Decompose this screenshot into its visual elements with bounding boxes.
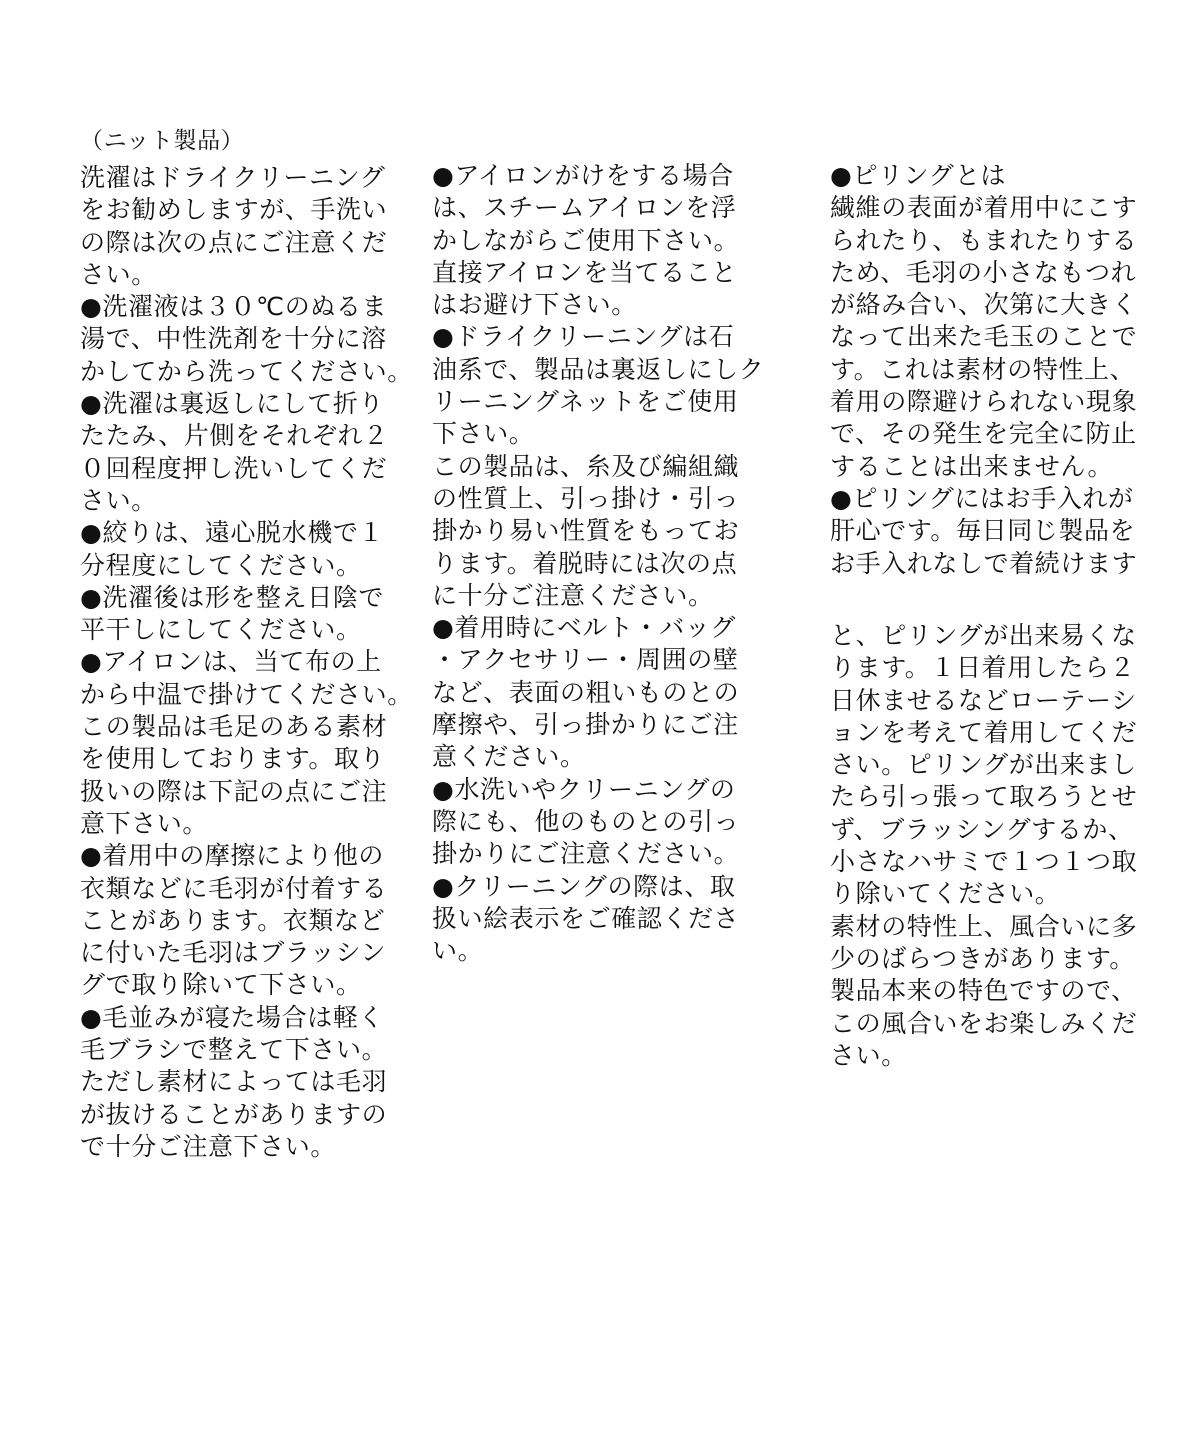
text-line: 製品本来の特色ですので、 xyxy=(830,976,1137,1006)
text-line: で十分ご注意下さい。 xyxy=(80,1131,337,1161)
text-line: 直接アイロンを当てること xyxy=(432,257,737,287)
text-line: 着用の際避けられない現象 xyxy=(830,387,1138,417)
text-line: 扱い絵表示をご確認くださ xyxy=(432,903,740,933)
text-line: ●ピリングにはお手入れが xyxy=(830,483,1134,513)
text-line: ●水洗いやクリーニングの xyxy=(432,774,736,804)
care-column-right-bottom xyxy=(830,620,1170,1072)
text-line: この製品は毛足のある素材 xyxy=(80,712,388,742)
text-line: ため、毛羽の小さなもつれ xyxy=(830,257,1137,287)
text-line: ０回程度押し洗いしてくだ xyxy=(80,453,388,483)
text-line: が抜けることがありますの xyxy=(80,1099,388,1129)
text-line: たら引っ張って取ろうとせ xyxy=(830,782,1138,812)
text-line: が絡み合い、次第に大きく xyxy=(830,290,1138,320)
care-column-right-top xyxy=(830,160,1170,580)
text-line: ●洗濯は裏返しにして折り xyxy=(80,389,385,419)
text-line: ●ドライクリーニングは石 xyxy=(432,322,735,352)
text-line: ります。着脱時には次の点 xyxy=(432,548,738,578)
text-line: 日休ませるなどローテーシ xyxy=(830,685,1137,715)
text-line: 摩擦や、引っ掛かりにご注 xyxy=(432,710,739,740)
text-line: 毛ブラシで整えて下さい。 xyxy=(80,1035,388,1065)
care-column-left xyxy=(80,162,420,1163)
text-line: に十分ご注意ください。 xyxy=(432,580,714,610)
text-line: 掛かりにご注意ください。 xyxy=(432,839,740,869)
text-line: することは出来ません。 xyxy=(830,451,1114,481)
text-line: ことがあります。衣類など xyxy=(80,905,386,935)
text-line: に付いた毛羽はブラッシン xyxy=(80,938,387,968)
text-line: 少のばらつきがあります。 xyxy=(830,943,1135,973)
text-line: す。これは素材の特性上、 xyxy=(830,354,1136,384)
text-line: 肝心です。毎日同じ製品を xyxy=(830,516,1136,546)
text-line: 繊維の表面が着用中にこす xyxy=(830,193,1138,223)
text-line: 平干しにしてください。 xyxy=(80,615,362,645)
text-line: 意ください。 xyxy=(432,742,586,772)
text-line: 意下さい。 xyxy=(80,808,209,838)
text-line: 湯で、中性洗剤を十分に溶 xyxy=(80,324,387,354)
text-line: たたみ、片側をそれぞれ２ xyxy=(80,421,389,451)
text-line: さい。 xyxy=(830,1040,907,1070)
text-line: さい。 xyxy=(80,259,157,289)
text-line: ●洗濯液は３０℃のぬるま xyxy=(80,292,388,322)
text-line: 掛かり易い性質をもってお xyxy=(432,516,740,546)
text-line: られたり、もまれたりする xyxy=(830,225,1138,255)
text-line: り除いてください。 xyxy=(830,879,1061,909)
text-line: ず、ブラッシングするか、 xyxy=(830,814,1134,844)
text-line: グで取り除いて下さい。 xyxy=(80,970,362,1000)
text-line: 素材の特性上、風合いに多 xyxy=(830,911,1138,941)
text-line: 下さい。 xyxy=(432,419,535,449)
text-line: 衣類などに毛羽が付着する xyxy=(80,873,388,903)
text-line: と、ピリングが出来易くな xyxy=(830,621,1137,650)
text-line: で、その発生を完全に防止 xyxy=(830,419,1137,449)
text-line: ョンを考えて着用してくだ xyxy=(830,717,1138,747)
text-line: かしてから洗ってください。 xyxy=(80,356,413,386)
text-line: ●クリーニングの際は、取 xyxy=(432,871,736,901)
text-line: など、表面の粗いものとの xyxy=(432,677,740,707)
text-line: の際は次の点にご注意くだ xyxy=(80,227,388,257)
text-line: リーニングネットをご使用 xyxy=(432,387,739,417)
text-line: は、スチームアイロンを浮 xyxy=(432,193,737,223)
text-line: ●アイロンがけをする場合 xyxy=(432,161,734,190)
text-line: ●洗濯後は形を整え日陰で xyxy=(80,582,385,612)
document-title-block xyxy=(80,124,420,158)
text-line: 小さなハサミで１つ１つ取 xyxy=(830,847,1138,877)
document-title: （ニット製品） xyxy=(80,128,245,154)
text-line: ります。１日着用したら２ xyxy=(830,653,1136,683)
text-line: 分程度にしてください。 xyxy=(80,550,362,580)
text-line: さい。ピリングが出来まし xyxy=(830,750,1137,780)
text-line: 際にも、他のものとの引っ xyxy=(432,806,740,836)
text-line: 油系で、製品は裏返しにしク xyxy=(432,354,765,384)
text-line: から中温で掛けてください。 xyxy=(80,679,413,709)
text-line: い。 xyxy=(432,936,484,966)
text-line: ●着用時にベルト・バッグ xyxy=(432,613,737,643)
text-line: かしながらご使用下さい。 xyxy=(432,225,740,255)
text-line: はお避け下さい。 xyxy=(432,290,637,320)
text-line: さい。 xyxy=(80,485,157,515)
text-line: ただし素材によっては毛羽 xyxy=(80,1067,388,1097)
text-line: なって出来た毛玉のことで xyxy=(830,322,1138,352)
text-line: ●着用中の摩擦により他の xyxy=(80,841,385,871)
care-column-middle xyxy=(432,160,772,967)
text-line: この風合いをお楽しみくだ xyxy=(830,1008,1138,1038)
text-line: を使用しております。取り xyxy=(80,744,386,774)
text-line: の性質上、引っ掛け・引っ xyxy=(432,483,740,513)
text-line: 洗濯はドライクリーニング xyxy=(80,163,386,192)
text-line: 扱いの際は下記の点にご注 xyxy=(80,776,388,806)
text-line: ●ピリングとは xyxy=(830,161,1007,190)
text-line: お手入れなしで着続けます xyxy=(830,548,1138,578)
text-line: この製品は、糸及び編組織 xyxy=(432,451,740,481)
text-line: をお勧めしますが、手洗い xyxy=(80,195,388,225)
text-line: ●アイロンは、当て布の上 xyxy=(80,647,382,677)
text-line: ●毛並みが寝た場合は軽く xyxy=(80,1002,385,1032)
text-line: ・アクセサリー・周囲の壁 xyxy=(432,645,739,675)
text-line: ●絞りは、遠心脱水機で１ xyxy=(80,518,385,548)
